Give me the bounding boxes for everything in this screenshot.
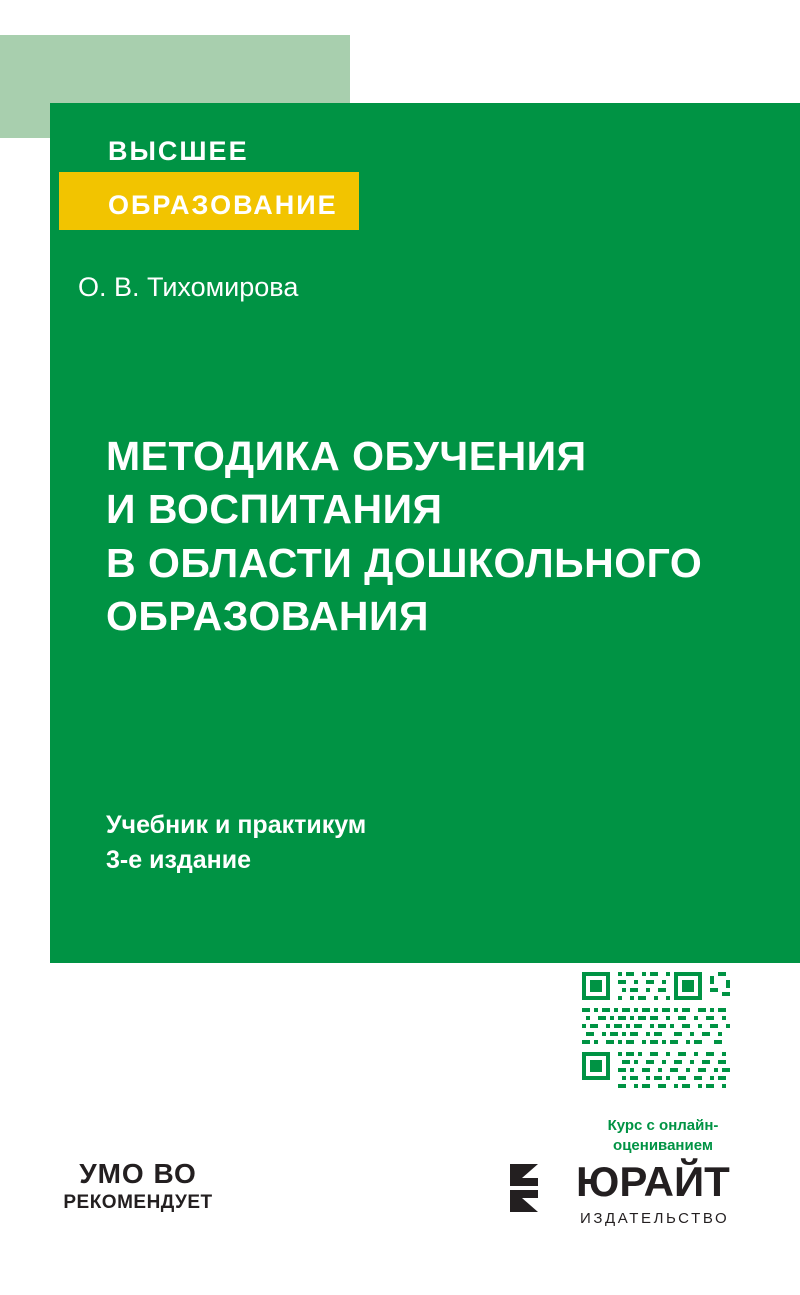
qr-caption-line-2: оцениванием xyxy=(613,1137,713,1155)
series-label-line1: ВЫСШЕЕ xyxy=(108,136,249,166)
publisher-name: ЮРАЙТ xyxy=(576,1158,730,1205)
publisher-subtitle: ИЗДАТЕЛЬСТВО xyxy=(580,1210,730,1227)
book-title-line-2: И ВОСПИТАНИЯ xyxy=(106,486,443,533)
book-subtitle-line-2: 3-е издание xyxy=(106,846,252,874)
qr-caption-line-1: Курс с онлайн- xyxy=(607,1117,719,1134)
yurait-mark-icon xyxy=(508,1162,570,1214)
qr-code-icon[interactable] xyxy=(578,968,738,1096)
book-subtitle xyxy=(106,808,366,878)
umo-badge-line1: УМО ВО xyxy=(79,1158,197,1189)
umo-badge-line2: РЕКОМЕНДУЕТ xyxy=(63,1192,213,1213)
author-name: О. В. Тихомирова xyxy=(78,272,299,302)
book-title-line-3: В ОБЛАСТИ ДОШКОЛЬНОГО xyxy=(106,539,703,586)
publisher-logo xyxy=(508,1158,758,1248)
book-subtitle-line-1: Учебник и практикум xyxy=(106,811,367,839)
umo-badge xyxy=(48,1158,228,1214)
series-label-line2: ОБРАЗОВАНИЕ xyxy=(108,190,338,220)
qr-caption xyxy=(583,1116,743,1157)
book-title-line-1: МЕТОДИКА ОБУЧЕНИЯ xyxy=(106,433,587,479)
book-title xyxy=(106,430,766,643)
book-title-line-4: ОБРАЗОВАНИЯ xyxy=(106,592,429,639)
